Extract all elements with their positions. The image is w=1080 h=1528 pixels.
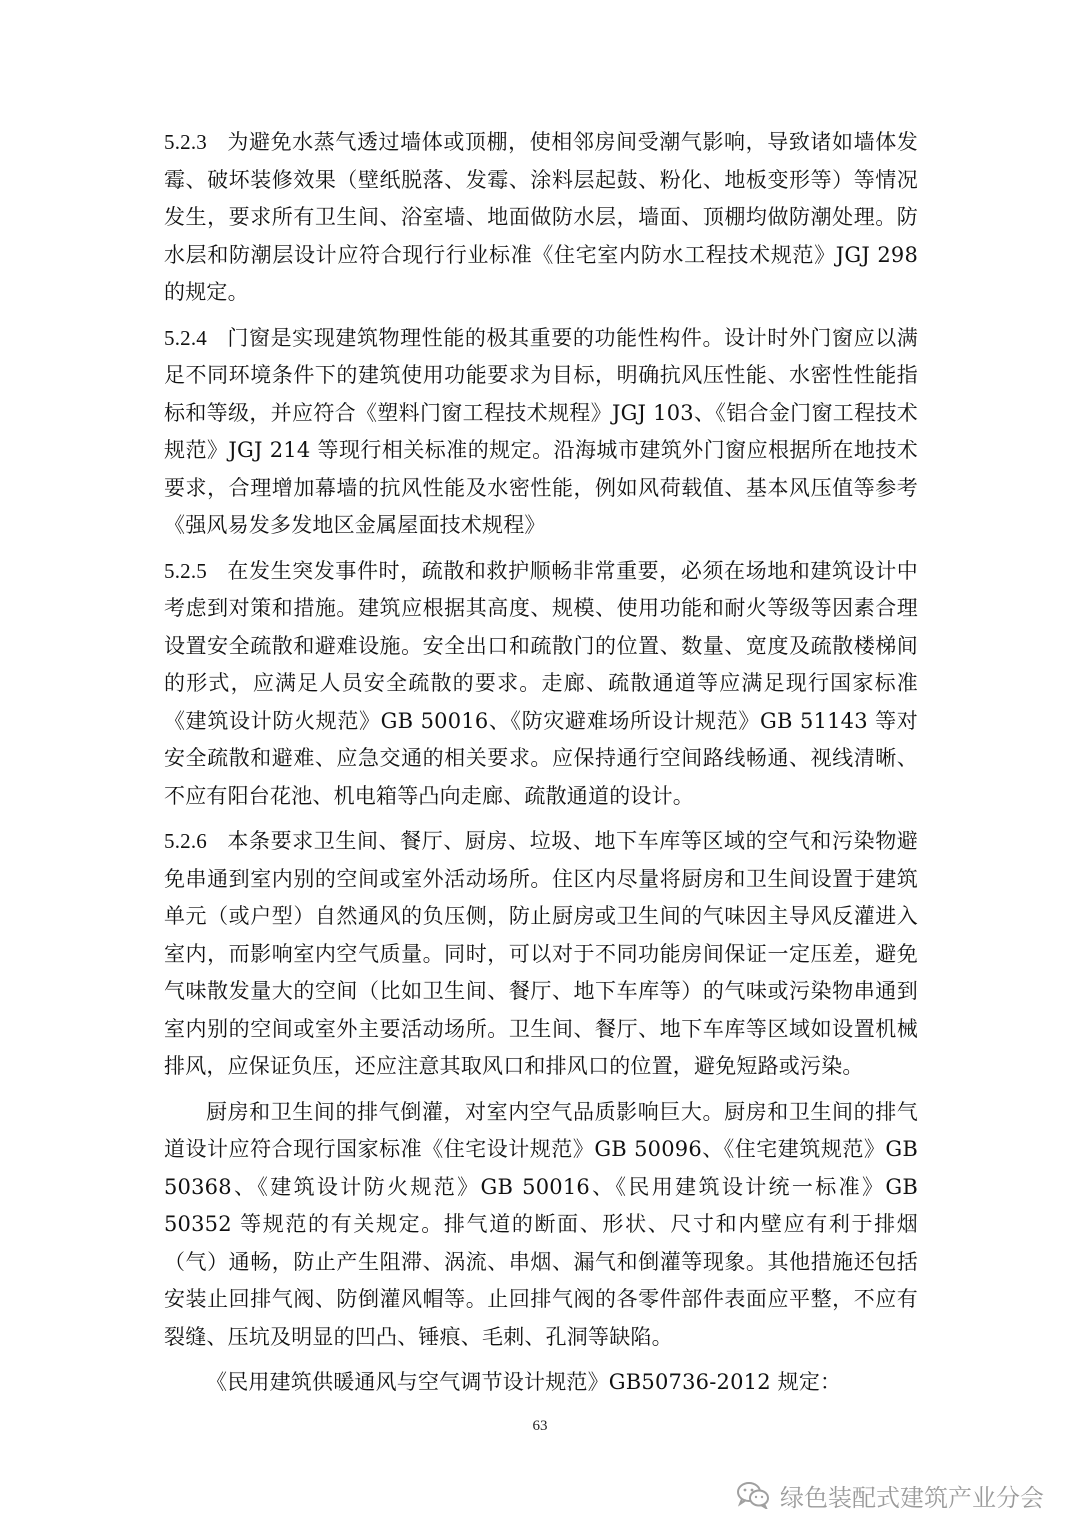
clause-text: 为避免水蒸气透过墙体或顶棚，使相邻房间受潮气影响，导致诸如墙体发霉、破坏装修效果（壁纸脱落、发霉、涂料层起鼓、粉化、地板变形等）等情况发生，要求所有卫生间、浴室墙、地面做防水层，墙面、顶棚均做防潮处理。防水层和防潮层设计应符合现行行业标准《住宅室内防水工程技术规范》JGJ 298的规定。 [164, 130, 918, 304]
page-number: 63 [532, 1418, 548, 1434]
clause-text: 本条要求卫生间、餐厅、厨房、垃圾、地下车库等区域的空气和污染物避免串通到室内别的空间或室外活动场所。住区内尽量将厨房和卫生间设置于建筑单元（或户型）自然通风的负压侧，防止厨房或卫生间的气味因主导风反灌进入室内，而影响室内空气质量。同时，可以对于不同功能房间保证一定压差，避免气味散发量大的空间（比如卫生间、餐厅、地下车库等）的气味或污染物串通到室内别的空间或室外主要活动场所。卫生间、餐厅、地下车库等区域如设置机械排风，应保证负压，还应注意其取风口和排风口的位置，避免短路或污染。 [164, 829, 918, 1078]
clause-number: 5.2.6 [164, 829, 207, 853]
clause-number: 5.2.4 [164, 325, 207, 350]
clause-number: 5.2.3 [164, 130, 207, 154]
clause-5-2-5 [164, 553, 918, 816]
clause-5-2-3 [164, 124, 918, 312]
watermark-text: 绿色装配式建筑产业分会 [780, 1483, 1044, 1512]
clause-text: 门窗是实现建筑物理性能的极其重要的功能性构件。设计时外门窗应以满足不同环境条件下的建筑使用功能要求为目标，明确抗风压性能、水密性性能指标和等级，并应符合《塑料门窗工程技术规程》JGJ 103、《铝合金门窗工程技术规范》JGJ 214 等现行相关标准的规定。沿海城市建筑外门窗应根据所在地技术要求，合理增加幕墙的抗风性能及水密性能，例如风荷载值、基本风压值等参考《强风易发多发地区金属屋面技术规程》 [164, 325, 918, 537]
watermark [736, 1478, 1044, 1512]
document-body [164, 124, 918, 1410]
clause-text: 在发生突发事件时，疏散和救护顺畅非常重要，必须在场地和建筑设计中考虑到对策和措施。建筑应根据其高度、规模、使用功能和耐火等级等因素合理设置安全疏散和避难设施。安全出口和疏散门的位置、数量、宽度及疏散楼梯间的形式，应满足人员安全疏散的要求。走廊、疏散通道等应满足现行国家标准《建筑设计防火规范》GB 50016、《防灾避难场所设计规范》GB 51143 等对安全疏散和避难、应急交通的相关要求。应保持通行空间路线畅通、视线清晰、不应有阳台花池、机电箱等凸向走廊、疏散通道的设计。 [164, 558, 918, 808]
clause-5-2-4 [164, 320, 918, 545]
body-paragraph: 《民用建筑供暖通风与空气调节设计规范》GB50736-2012 规定： [206, 1370, 842, 1394]
clause-number: 5.2.5 [164, 558, 207, 583]
clause-5-2-6 [164, 823, 918, 1086]
wechat-icon [736, 1481, 770, 1509]
body-paragraph: 厨房和卫生间的排气倒灌，对室内空气品质影响巨大。厨房和卫生间的排气道设计应符合现行国家标准《住宅设计规范》GB 50096、《住宅建筑规范》GB 50368、《建筑设计防火规范》GB 50016、《民用建筑设计统一标准》GB 50352 等规范的有关规定。排气道的断面、形状、尺寸和内壁应有利于排烟（气）通畅，防止产生阻滞、涡流、串烟、漏气和倒灌等现象。其他措施还包括安装止回排气阀、防倒灌风帽等。止回排气阀的各零件部件表面应平整，不应有裂缝、压坑及明显的凹凸、锤痕、毛刺、孔洞等缺陷。 [164, 1099, 918, 1349]
